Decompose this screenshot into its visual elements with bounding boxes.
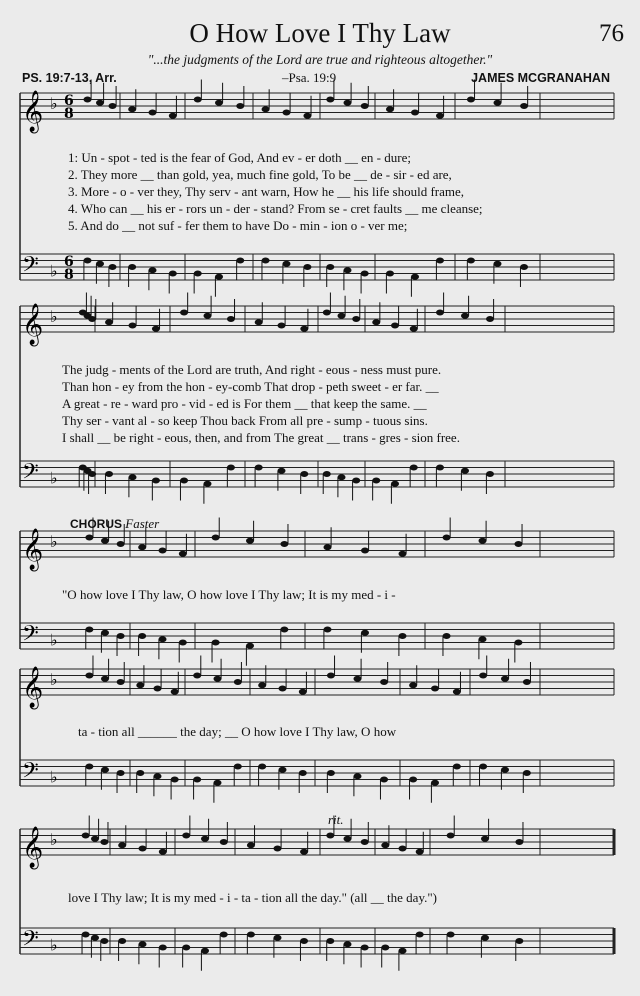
tempo-marking: Faster — [125, 516, 160, 531]
note-head — [109, 264, 117, 270]
note-head — [215, 100, 223, 106]
note-head — [255, 465, 263, 471]
note-head — [338, 313, 346, 319]
note-head — [194, 271, 202, 277]
note-head — [479, 636, 487, 642]
note-head — [169, 271, 177, 277]
note-head — [344, 100, 352, 106]
note-head — [381, 842, 389, 848]
note-head — [494, 100, 502, 106]
note-head — [136, 682, 144, 688]
note-head — [486, 316, 494, 322]
note-head — [193, 673, 201, 679]
note-head — [236, 258, 244, 264]
verse-1-line-2: The judg - ments of the Lord are truth, And right - eous - ness must pure. — [62, 362, 442, 377]
note-head — [179, 640, 187, 646]
verse-5-line-1: 5. And do __ not suf - fer them to have Do - min - ion o - ver me; — [68, 218, 408, 233]
composer: JAMES MCGRANAHAN — [471, 71, 610, 85]
note-head — [300, 938, 308, 944]
note-head — [361, 945, 369, 951]
note-head — [520, 264, 528, 270]
note-head — [352, 478, 360, 484]
note-head — [326, 97, 334, 103]
note-head — [234, 679, 242, 685]
key-signature-flat: ♭ — [50, 532, 58, 551]
note-head — [501, 676, 509, 682]
hymn-title: O How Love I Thy Law — [189, 18, 451, 48]
time-signature-bottom: 8 — [64, 267, 74, 283]
key-signature-flat: ♭ — [50, 307, 58, 326]
note-head — [514, 541, 522, 547]
note-head — [399, 551, 407, 557]
note-head — [139, 846, 147, 852]
note-head — [117, 633, 125, 639]
note-head — [85, 764, 93, 770]
note-head — [96, 100, 104, 106]
note-head — [411, 274, 419, 280]
note-head — [159, 548, 167, 554]
note-head — [201, 948, 209, 954]
note-head — [338, 474, 346, 480]
note-head — [262, 106, 270, 112]
note-head — [515, 938, 523, 944]
treble-clef: 𝄞 — [22, 304, 44, 345]
verse-2-line-2: Than hon - ey from the hon - ey-comb That drop - peth sweet - er far. __ — [62, 379, 439, 394]
note-head — [109, 103, 117, 109]
verse-3-line-2: A great - re - ward pro - vid - ed is For them __ that keep the same. __ — [62, 396, 427, 411]
note-head — [372, 478, 380, 484]
note-head — [169, 113, 177, 119]
note-head — [118, 938, 126, 944]
note-head — [361, 271, 369, 277]
note-head — [212, 640, 220, 646]
note-head — [105, 319, 113, 325]
note-head — [96, 261, 104, 267]
note-head — [467, 97, 475, 103]
note-head — [481, 836, 489, 842]
note-head — [280, 627, 288, 633]
note-head — [453, 689, 461, 695]
note-head — [258, 682, 266, 688]
note-head — [391, 481, 399, 487]
note-head — [227, 316, 235, 322]
note-head — [461, 468, 469, 474]
note-head — [411, 110, 419, 116]
key-signature-flat: ♭ — [50, 630, 58, 650]
note-head — [118, 842, 126, 848]
treble-clef: 𝄞 — [22, 667, 44, 708]
note-head — [179, 551, 187, 557]
note-head — [467, 258, 475, 264]
note-head — [227, 465, 235, 471]
note-head — [278, 323, 286, 329]
note-head — [85, 535, 93, 541]
note-head — [84, 97, 92, 103]
note-head — [303, 264, 311, 270]
note-head — [101, 767, 109, 773]
note-head — [443, 633, 451, 639]
note-head — [182, 945, 190, 951]
note-head — [323, 310, 331, 316]
note-head — [246, 643, 254, 649]
note-head — [100, 938, 108, 944]
note-head — [380, 777, 388, 783]
verse-1-line-1: 1: Un - spot - ted is the fear of God, And ev - er doth __ en - dure; — [68, 150, 411, 165]
note-head — [149, 267, 157, 273]
note-head — [436, 258, 444, 264]
verse-3-line-1: 3. More - o - ver they, Thy serv - ant warn, How he __ his life should frame, — [68, 184, 465, 199]
chorus-heading — [70, 516, 159, 532]
note-head — [194, 97, 202, 103]
note-head — [283, 110, 291, 116]
note-head — [461, 313, 469, 319]
epigraph: "...the judgments of the Lord are true and righteous altogether." — [147, 52, 493, 67]
note-head — [303, 113, 311, 119]
note-head — [171, 689, 179, 695]
note-head — [481, 935, 489, 941]
scripture-reference: –Psa. 19:9 — [282, 70, 337, 85]
note-head — [212, 535, 220, 541]
note-head — [447, 932, 455, 938]
bass-clef: 𝄢 — [22, 758, 39, 789]
note-head — [523, 679, 531, 685]
time-signature-bottom: 8 — [64, 106, 74, 122]
note-head — [494, 261, 502, 267]
hymn-number: 76 — [599, 20, 624, 47]
note-head — [324, 544, 332, 550]
note-head — [136, 770, 144, 776]
key-signature-flat: ♭ — [50, 830, 58, 849]
bass-clef: 𝄢 — [22, 252, 39, 283]
verse-2-line-1: 2. They more __ than gold, yea, much fine gold, To be __ de - sir - ed are, — [68, 167, 452, 182]
note-head — [409, 777, 417, 783]
note-head — [117, 679, 125, 685]
note-head — [82, 932, 90, 938]
note-head — [327, 770, 335, 776]
note-head — [128, 264, 136, 270]
verse-4-line-1: 4. Who can __ his er - rors un - der - stand? From se - cret faults __ me cleanse; — [68, 201, 483, 216]
note-head — [326, 833, 334, 839]
key-signature-flat: ♭ — [50, 935, 58, 955]
note-head — [515, 839, 523, 845]
note-head — [299, 689, 307, 695]
chorus-line-2: ta - tion all ______ the day; __ O how love I Thy law, O how — [78, 724, 397, 739]
note-head — [152, 326, 160, 332]
note-head — [416, 849, 424, 855]
note-head — [344, 836, 352, 842]
key-signature-flat: ♭ — [50, 670, 58, 689]
note-head — [193, 777, 201, 783]
note-head — [361, 103, 369, 109]
verse-4-line-2: Thy ser - vant al - so keep Thou back From all pre - sump - tuous sins. — [62, 413, 428, 428]
chorus-line-1: "O how love I Thy law, O how love I Thy law; It is my med - i - — [62, 587, 396, 602]
note-head — [215, 274, 223, 280]
note-head — [447, 833, 455, 839]
note-head — [128, 106, 136, 112]
note-head — [283, 261, 291, 267]
note-head — [279, 767, 287, 773]
chorus-line-3: love I Thy law; It is my med - i - ta - tion all the day." (all __ the day.") — [68, 890, 437, 905]
note-head — [101, 630, 109, 636]
note-head — [201, 836, 209, 842]
key-signature-flat: ♭ — [50, 468, 58, 488]
note-head — [204, 313, 212, 319]
note-head — [88, 471, 96, 477]
note-head — [91, 836, 99, 842]
note-head — [410, 326, 418, 332]
note-head — [152, 478, 160, 484]
note-head — [380, 679, 388, 685]
note-head — [117, 770, 125, 776]
note-head — [138, 544, 146, 550]
note-head — [352, 316, 360, 322]
note-head — [129, 323, 137, 329]
note-head — [85, 673, 93, 679]
note-head — [138, 633, 146, 639]
note-head — [280, 541, 288, 547]
note-head — [410, 465, 418, 471]
note-head — [88, 316, 96, 322]
note-head — [324, 627, 332, 633]
note-head — [171, 777, 179, 783]
bass-clef: 𝄢 — [22, 926, 39, 957]
note-head — [234, 764, 242, 770]
note-head — [300, 326, 308, 332]
note-head — [381, 945, 389, 951]
note-head — [105, 471, 113, 477]
note-head — [399, 846, 407, 852]
note-head — [399, 633, 407, 639]
scripture-source: PS. 19:7-13, Arr. — [22, 71, 117, 85]
note-head — [85, 627, 93, 633]
note-head — [300, 849, 308, 855]
note-head — [220, 932, 228, 938]
treble-clef: 𝄞 — [22, 91, 44, 132]
bass-clef: 𝄢 — [22, 459, 39, 490]
note-head — [514, 640, 522, 646]
note-head — [101, 676, 109, 682]
note-head — [386, 106, 394, 112]
note-head — [361, 548, 369, 554]
note-head — [91, 935, 99, 941]
note-head — [154, 686, 162, 692]
note-head — [443, 535, 451, 541]
note-head — [479, 538, 487, 544]
note-head — [354, 773, 362, 779]
note-head — [274, 846, 282, 852]
note-head — [84, 258, 92, 264]
note-head — [129, 474, 137, 480]
note-head — [361, 630, 369, 636]
note-head — [361, 839, 369, 845]
note-head — [255, 319, 263, 325]
note-head — [258, 764, 266, 770]
note-head — [100, 839, 108, 845]
note-head — [204, 481, 212, 487]
note-head — [479, 764, 487, 770]
note-head — [214, 676, 222, 682]
note-head — [246, 538, 254, 544]
note-head — [372, 319, 380, 325]
key-signature-flat: ♭ — [50, 94, 58, 113]
note-head — [159, 636, 167, 642]
note-head — [154, 773, 162, 779]
key-signature-flat: ♭ — [50, 261, 58, 281]
note-head — [180, 310, 188, 316]
bass-clef: 𝄢 — [22, 621, 39, 652]
note-head — [101, 538, 109, 544]
note-head — [354, 676, 362, 682]
key-signature-flat: ♭ — [50, 767, 58, 787]
note-head — [486, 471, 494, 477]
note-head — [299, 770, 307, 776]
note-head — [416, 932, 424, 938]
note-head — [247, 842, 255, 848]
note-head — [300, 471, 308, 477]
note-head — [431, 686, 439, 692]
chorus-label: CHORUS — [70, 517, 123, 531]
note-head — [436, 465, 444, 471]
note-head — [247, 932, 255, 938]
note-head — [278, 468, 286, 474]
note-head — [214, 780, 222, 786]
note-head — [182, 833, 190, 839]
verse-5-line-2: I shall __ be right - eous, then, and from The great __ trans - gres - sion free. — [62, 430, 460, 445]
note-head — [262, 258, 270, 264]
note-head — [391, 323, 399, 329]
note-head — [159, 849, 167, 855]
note-head — [327, 673, 335, 679]
note-head — [159, 945, 167, 951]
note-head — [117, 541, 125, 547]
note-head — [431, 780, 439, 786]
treble-clef: 𝄞 — [22, 827, 44, 868]
note-head — [436, 310, 444, 316]
note-head — [220, 839, 228, 845]
note-head — [386, 271, 394, 277]
note-head — [344, 267, 352, 273]
ritardando-marking: rit. — [328, 812, 344, 827]
note-head — [399, 948, 407, 954]
note-head — [344, 941, 352, 947]
time-signature-top: 6 — [64, 254, 74, 270]
note-head — [274, 935, 282, 941]
note-head — [279, 686, 287, 692]
note-head — [139, 941, 147, 947]
note-head — [323, 471, 331, 477]
note-head — [436, 113, 444, 119]
treble-clef: 𝄞 — [22, 529, 44, 570]
note-head — [520, 103, 528, 109]
note-head — [149, 110, 157, 116]
note-head — [236, 103, 244, 109]
note-head — [523, 770, 531, 776]
note-head — [479, 673, 487, 679]
note-head — [409, 682, 417, 688]
note-head — [453, 764, 461, 770]
time-signature-top: 6 — [64, 93, 74, 109]
note-head — [326, 264, 334, 270]
note-head — [501, 767, 509, 773]
note-head — [82, 833, 90, 839]
note-head — [326, 938, 334, 944]
note-head — [180, 478, 188, 484]
